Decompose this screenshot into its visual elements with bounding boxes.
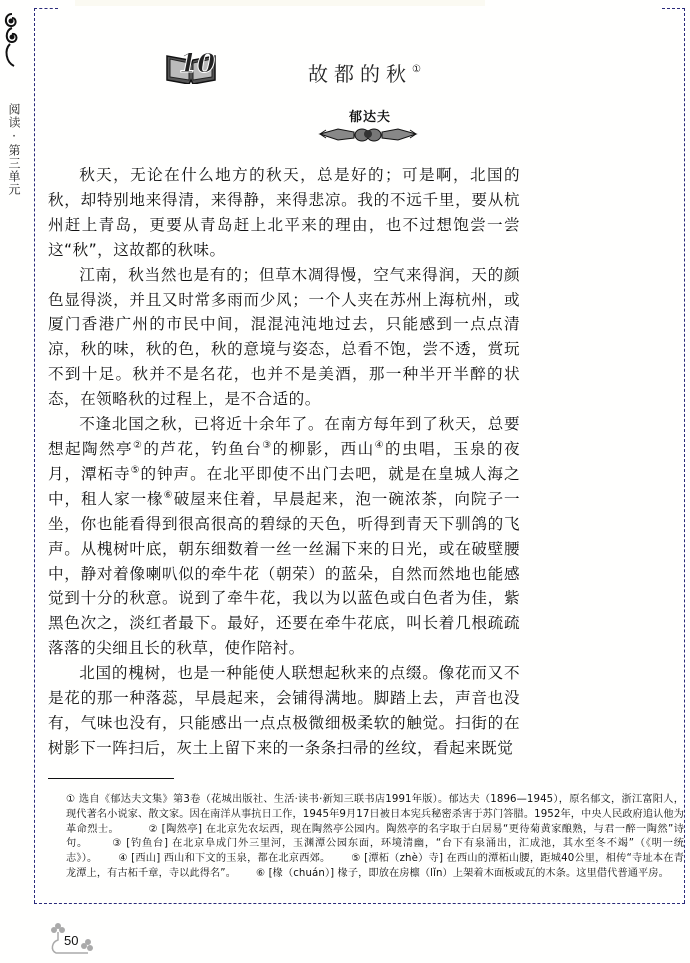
title-text: 故都的秋 [308, 62, 412, 86]
footnote-2: ② [陶然亭] 在北京先农坛西，现在陶然亭公园内。陶然亭的名字取于白居易“更待菊黄家酿熟，与君一醉一陶然”诗句。 [66, 823, 684, 850]
paragraph: 秋天，无论在什么地方的秋天，总是好的；可是啊，北国的秋，却特别地来得清，来得静，来得悲凉。我的不远千里，要从杭州赶上青岛，更要从青岛赶上北平来的理由，也不过想饱尝一尝这“秋”，这故都的秋味。 [48, 166, 520, 259]
svg-text:10: 10 [179, 49, 216, 79]
author-name: 郁达夫 [348, 110, 391, 125]
frame-corner-top-right [662, 8, 685, 9]
ribbon-ornament-icon [318, 124, 418, 144]
paragraph: 江南，秋当然也是有的；但草木凋得慢，空气来得润，天的颜色显得淡，并且又时常多雨而少风；一个人夹在苏州上海杭州，或厦门香港广州的市民中间，混混沌沌地过去，只能感到一点点清凉，秋的味，秋的色，秋的意境与姿态，总看不饱，尝不透，赏玩不到十足。秋并不是名花，也并不是美酒，那一种半开半醉的状态，在领略秋的过程上，是不合适的。 [48, 265, 520, 409]
footnotes [66, 793, 684, 882]
footnote-4: ④ [西山] 西山和下文的玉泉，都在北京西郊。 [118, 853, 331, 865]
footnote-ref[interactable]: ④ [374, 439, 386, 451]
footnote-ref[interactable]: ② [132, 439, 144, 451]
top-edge-strip [75, 0, 485, 6]
footnote-divider [48, 778, 174, 779]
footnote-5: ⑤ [潭柘（zhè）寺] 在西山的潭柘山腰，距城40公里，相传“寺址本在青龙潭上，有古柘千章，寺以此得名”。 [66, 853, 684, 879]
article-body [48, 163, 520, 761]
paragraph: 北国的槐树，也是一种能使人联想起秋来的点缀。像花而又不是花的那一种落蕊，早晨起来，会铺得满地。脚踏上去，声音也没有，气味也没有，只能感出一点点极微细极柔软的触觉。扫街的在树影下一阵扫后，灰土上留下来的一条条扫帚的丝纹，看起来既觉 [48, 664, 520, 757]
title-footnote-marker: ① [412, 64, 421, 75]
frame-bottom-border [34, 903, 685, 904]
frame-corner-top-left [34, 8, 58, 9]
lesson-number-book-icon [165, 42, 217, 84]
footnote-ref[interactable]: ③ [262, 439, 273, 451]
page-number: 50 [64, 933, 79, 948]
footnote-6: ⑥ [椽（chuán）] 椽子，即放在房檩（lǐn）上架着木面板或瓦的木条。这里借代普通平房。 [256, 867, 669, 879]
unit-side-label: 阅读·第三单元 [7, 103, 21, 196]
footnote-ref[interactable]: ⑤ [130, 464, 141, 476]
scroll-ornament-icon [2, 12, 22, 68]
paragraph: 不逢北国之秋，已将近十余年了。在南方每年到了秋天，总要想起陶然亭②的芦花，钓鱼台③的柳影，西山④的虫唱，玉泉的夜月，潭柘寺⑤的钟声。在北平即使不出门去吧，就是在皇城人海之中，租人家一椽⑥破屋来住着，早晨起来，泡一碗浓茶，向院子一坐，你也能看得到很高很高的碧绿的天色，听得到青天下驯鸽的飞声。从槐树叶底，朝东细数着一丝一丝漏下来的日光，或在破壁腰中，静对着像喇叭似的牵牛花（朝荣）的蓝朵，自然而然地也能感觉到十分的秋意。说到了牵牛花，我以为以蓝色或白色者为佳，紫黑色次之，淡红者最下。最好，还要在牵牛花底，叫长着几根疏疏落落的尖细且长的秋草，使作陪衬。 [48, 415, 521, 658]
footnote-3: ③ [钓鱼台] 在北京阜成门外三里河，玉渊潭公园东面，环境清幽，“台下有泉涌出，汇成池，其水至冬不竭”（《明一统志》）。 [66, 838, 684, 865]
article-title [308, 58, 421, 87]
footnote-ref[interactable]: ⑥ [163, 489, 174, 501]
footnote-1: ① 选自《郁达夫文集》第3卷（花城出版社、生活·读书·新知三联书店1991年版）。郁达夫（1896—1945），原名郁文，浙江富阳人，现代著名小说家、散文家。因在南洋从事抗日工作，1945年9月17日被日本宪兵秘密杀害于苏门答腊。1952年，中央人民政府追认他为革命烈士。 [66, 794, 684, 835]
